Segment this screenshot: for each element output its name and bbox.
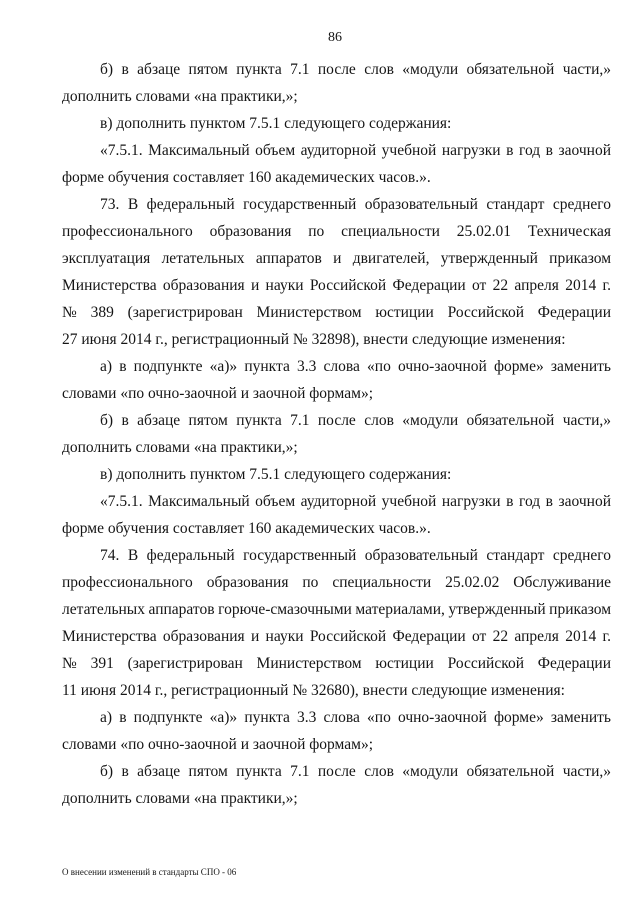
quoted-clause-7-5-1 [62, 137, 611, 191]
item-a-paragraph [62, 704, 611, 758]
text-line: «7.5.1. Максимальный объем аудиторной учебной нагрузки в год в заочной [100, 142, 611, 159]
text-line: 74. В федеральный государственный образовательный стандарт среднего [100, 547, 611, 564]
text-line: Министерства образования и науки Российской Федерации от 22 апреля 2014 г. [62, 277, 611, 294]
text-line: 27 июня 2014 г., регистрационный № 32898), внести следующие изменения: [62, 331, 566, 348]
item-v-paragraph [62, 110, 611, 137]
text-line: эксплуатация летательных аппаратов и двигателей, утвержденный приказом [62, 250, 611, 267]
text-line: № 391 (зарегистрирован Министерством юстиции Российской Федерации [62, 655, 611, 672]
text-line: «7.5.1. Максимальный объем аудиторной учебной нагрузки в год в заочной [100, 493, 611, 510]
text-line: 11 июня 2014 г., регистрационный № 32680), внести следующие изменения: [62, 682, 565, 699]
text-line: форме обучения составляет 160 академических часов.». [62, 169, 431, 186]
text-line: дополнить словами «на практики,»; [62, 790, 298, 807]
quoted-clause-7-5-1 [62, 488, 611, 542]
document-body [62, 56, 611, 812]
text-line: словами «по очно-заочной и заочной формам»; [62, 736, 374, 753]
text-line: Министерства образования и науки Российской Федерации от 22 апреля 2014 г. [62, 628, 611, 645]
text-line: словами «по очно-заочной и заочной формам»; [62, 385, 374, 402]
text-line: 73. В федеральный государственный образовательный стандарт среднего [100, 196, 611, 213]
text-line: № 389 (зарегистрирован Министерством юстиции Российской Федерации [62, 304, 611, 321]
text-line: б) в абзаце пятом пункта 7.1 после слов «модули обязательной части,» [100, 61, 611, 78]
text-line: профессионального образования по специальности 25.02.01 Техническая [62, 223, 611, 240]
item-v-paragraph [62, 461, 611, 488]
text-line: дополнить словами «на практики,»; [62, 88, 298, 105]
text-line: летательных аппаратов горюче-смазочными материалами, утвержденный приказом [62, 601, 611, 618]
item-a-paragraph [62, 353, 611, 407]
text-line: б) в абзаце пятом пункта 7.1 после слов «модули обязательной части,» [100, 412, 611, 429]
clause-73-paragraph [62, 191, 611, 353]
clause-74-paragraph [62, 542, 611, 704]
item-b-paragraph [62, 56, 611, 110]
text-line: в) дополнить пунктом 7.5.1 следующего содержания: [100, 466, 452, 483]
text-line: а) в подпункте «а)» пункта 3.3 слова «по очно-заочной форме» заменить [100, 358, 611, 375]
text-line: дополнить словами «на практики,»; [62, 439, 298, 456]
text-line: профессионального образования по специальности 25.02.02 Обслуживание [62, 574, 611, 591]
text-line: б) в абзаце пятом пункта 7.1 после слов «модули обязательной части,» [100, 763, 611, 780]
page-number: 86 [328, 30, 342, 45]
text-line: а) в подпункте «а)» пункта 3.3 слова «по очно-заочной форме» заменить [100, 709, 611, 726]
item-b-paragraph [62, 407, 611, 461]
text-line: форме обучения составляет 160 академических часов.». [62, 520, 431, 537]
item-b-paragraph [62, 758, 611, 812]
footer-note: О внесении изменений в стандарты СПО - 06 [62, 867, 237, 877]
text-line: в) дополнить пунктом 7.5.1 следующего содержания: [100, 115, 452, 132]
